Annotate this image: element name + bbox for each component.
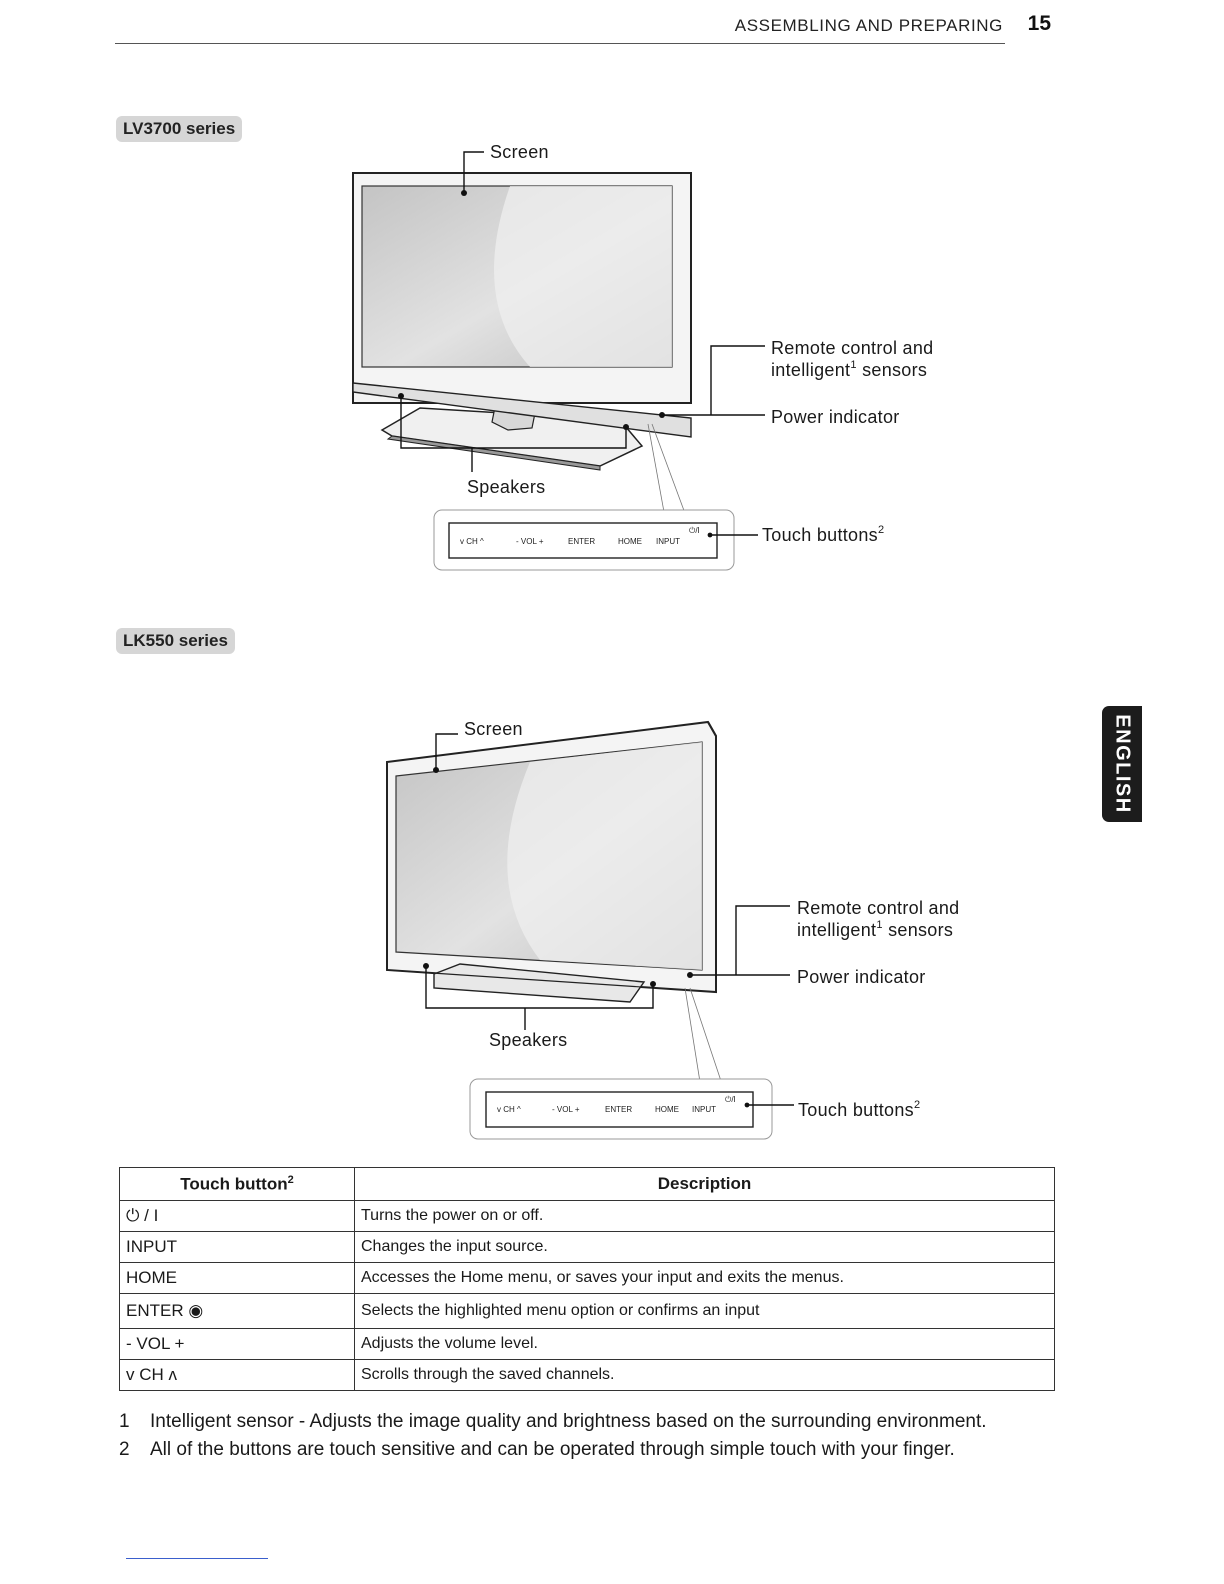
table-row (120, 1294, 1055, 1329)
panel-power: ⏻/I (725, 1095, 736, 1104)
touch-button-table (119, 1167, 1055, 1391)
table-row (120, 1360, 1055, 1391)
table-cell-button: HOME (120, 1263, 355, 1294)
bottom-rule (126, 1558, 268, 1559)
panel-ch: v CH ^ (460, 537, 484, 546)
label-screen: Screen (490, 142, 549, 162)
panel-vol: - VOL + (516, 537, 544, 546)
page-number: 15 (1027, 12, 1051, 35)
table-cell-button: ⏻ / I (120, 1201, 355, 1232)
table-cell-button: ENTER ◉ (120, 1294, 355, 1329)
panel-ch: v CH ^ (497, 1105, 521, 1114)
table-row (120, 1329, 1055, 1360)
panel-vol: - VOL + (552, 1105, 580, 1114)
label-screen: Screen (464, 719, 523, 739)
table-row (120, 1232, 1055, 1263)
panel-enter: ENTER (605, 1105, 633, 1114)
table-cell-button: INPUT (120, 1232, 355, 1263)
table-cell-description: Selects the highlighted menu option or confirms an input (355, 1294, 1055, 1329)
label-sensors-line2: intelligent$^1$ sensors (797, 919, 954, 940)
header-rule (115, 43, 1005, 44)
language-tab (1102, 706, 1142, 822)
panel-home: HOME (655, 1105, 679, 1114)
footnotes (119, 1411, 1079, 1467)
panel-power: ⏻/I (689, 526, 700, 535)
panel-input: INPUT (656, 537, 680, 546)
label-sensors-line1: Remote control and (797, 898, 960, 918)
tv-diagram-lk550 (330, 712, 970, 1152)
label-touch-buttons: Touch buttons$^2$ (798, 1099, 921, 1120)
table-cell-button: - VOL + (120, 1329, 355, 1360)
screen-reflection (507, 742, 702, 970)
series-badge-lk550: LK550 series (116, 628, 235, 654)
table-cell-button: v CH ʌ (120, 1360, 355, 1391)
label-power-indicator: Power indicator (797, 967, 926, 987)
footnote-number: 1 (119, 1411, 130, 1432)
label-touch-buttons: Touch buttons$^2$ (762, 524, 885, 545)
table-row (120, 1263, 1055, 1294)
panel-enter: ENTER (568, 537, 596, 546)
label-power-indicator: Power indicator (771, 407, 900, 427)
label-sensors-line1: Remote control and (771, 338, 934, 358)
panel-input: INPUT (692, 1105, 716, 1114)
table-row (120, 1201, 1055, 1232)
table-cell-description: Turns the power on or off. (355, 1201, 1055, 1232)
table-cell-description: Accesses the Home menu, or saves your input and exits the menus. (355, 1263, 1055, 1294)
tv-diagram-lv3700 (300, 130, 940, 580)
header-touch-button: Touch button$^2$ (120, 1168, 355, 1201)
footnote-text: All of the buttons are touch sensitive and can be operated through simple touch with your finger. (150, 1439, 955, 1460)
screen-reflection (494, 186, 672, 367)
language-tab-label: ENGLISH (1111, 714, 1134, 814)
page-header (115, 12, 1053, 48)
footnote-2 (119, 1439, 1079, 1461)
panel-home: HOME (618, 537, 642, 546)
table-header-row (120, 1168, 1055, 1201)
footnote-number: 2 (119, 1439, 130, 1460)
table-cell-description: Scrolls through the saved channels. (355, 1360, 1055, 1391)
table-cell-description: Changes the input source. (355, 1232, 1055, 1263)
label-speakers: Speakers (467, 477, 546, 497)
section-title: ASSEMBLING AND PREPARING (734, 16, 1003, 35)
header-description: Description (355, 1168, 1055, 1201)
footnote-text: Intelligent sensor - Adjusts the image quality and brightness based on the surrounding environment. (150, 1411, 987, 1432)
footnote-1 (119, 1411, 1079, 1433)
series-badge-lv3700: LV3700 series (116, 116, 242, 142)
table-cell-description: Adjusts the volume level. (355, 1329, 1055, 1360)
label-speakers: Speakers (489, 1030, 568, 1050)
label-sensors-line2: intelligent$^1$ sensors (771, 359, 928, 380)
